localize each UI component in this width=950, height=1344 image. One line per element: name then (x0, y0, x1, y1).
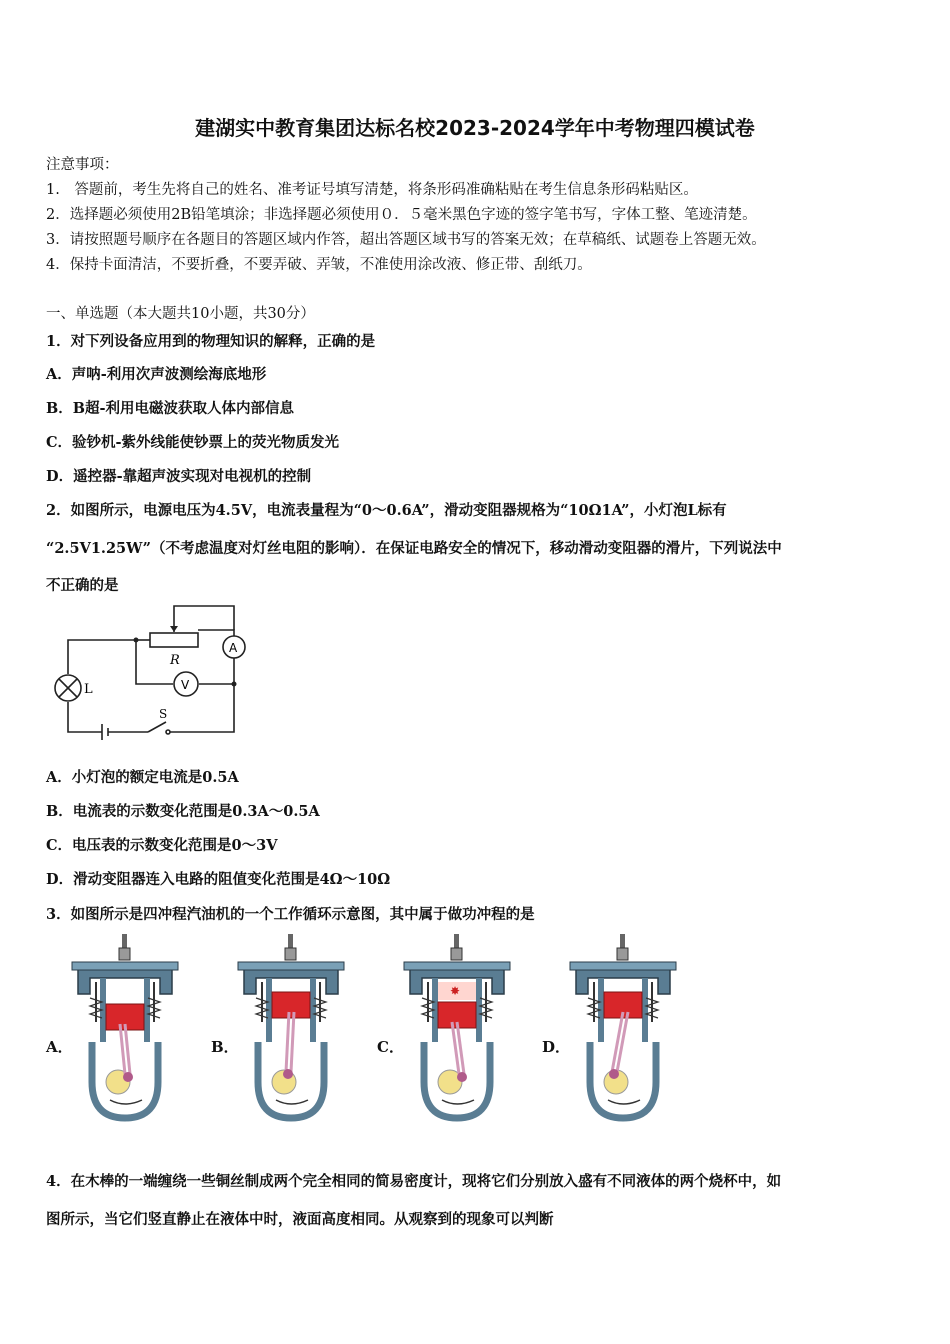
rheostat-wire (174, 606, 234, 630)
q3-label-c: C． (377, 1038, 404, 1056)
rheostat-resistor (150, 633, 198, 647)
label-r: R (170, 653, 180, 668)
engine-a-figure (72, 934, 178, 1118)
q1-option-c: C．验钞机-紫外线能使钞票上的荧光物质发光 (46, 434, 340, 451)
switch-blade (148, 722, 166, 732)
q1-option-a: A．声呐-利用次声波测绘海底地形 (46, 366, 267, 383)
label-s: S (159, 707, 168, 721)
section-heading: 一、单选题（本大题共10小题，共30分） (46, 306, 315, 322)
engine-d-figure (570, 934, 676, 1118)
circuit-wire (68, 640, 136, 674)
q3-label-b: B． (211, 1038, 239, 1056)
circuit-wire (198, 630, 234, 636)
notice-item: 2．选择题必须使用2B铅笔填涂；非选择题必须使用０．５毫米黑色字迹的签字笔书写，字体工整、笔迹清楚。 (46, 207, 757, 223)
notice-item: 3．请按照题号顺序在各题目的答题区域内作答，超出答题区域书写的答案无效；在草稿纸、试题卷上答题无效。 (46, 232, 766, 248)
circuit-node (232, 682, 237, 687)
label-a: A (229, 641, 238, 655)
notice-item: 1. 答题前，考生先将自己的姓名、准考证号填写清楚，将条形码准确粘贴在考生信息条形码粘贴区。 (46, 182, 698, 198)
engine-b-figure (238, 934, 344, 1118)
q2-option-d: D．滑动变阻器连入电路的阻值变化范围是4Ω～10Ω (46, 871, 391, 888)
q2-option-b: B．电流表的示数变化范围是0.3A～0.5A (46, 803, 320, 820)
q2-option-a: A．小灯泡的额定电流是0.5A (46, 769, 239, 786)
page-title: 建湖实中教育集团达标名校2023-2024学年中考物理四模试卷 (195, 116, 755, 140)
notice-item: 4．保持卡面清洁，不要折叠，不要弄破、弄皱，不准使用涂改液、修正带、刮纸刀。 (46, 257, 592, 273)
q1-stem: 1．对下列设备应用到的物理知识的解释，正确的是 (46, 333, 376, 350)
q3-label-a: A． (46, 1038, 73, 1056)
label-l: L (84, 682, 93, 697)
circuit-wire (170, 684, 234, 732)
circuit-wire (68, 702, 102, 732)
notice-heading: 注意事项： (46, 157, 119, 173)
q3-stem: 3．如图所示是四冲程汽油机的一个工作循环示意图，其中属于做功冲程的是 (46, 906, 535, 923)
q2-stem-line2: “2.5V1.25W”（不考虑温度对灯丝电阻的影响）．在保证电路安全的情况下，移动滑动变阻器的滑片，下列说法中 (46, 540, 782, 557)
q2-option-c: C．电压表的示数变化范围是0～3V (46, 837, 278, 854)
rheostat-arrow-head (170, 626, 178, 632)
svg-text:✸: ✸ (450, 984, 461, 998)
circuit-node (134, 638, 139, 643)
q2-stem-line3: 不正确的是 (46, 577, 119, 594)
engine-diagrams (40, 932, 740, 1128)
q1-option-b: B．B超-利用电磁波获取人体内部信息 (46, 400, 295, 417)
circuit-diagram (48, 604, 248, 749)
q4-stem-line1: 4．在木棒的一端缠绕一些铜丝制成两个完全相同的简易密度计，现将它们分别放入盛有不同液体的两个烧杯中，如 (46, 1173, 782, 1190)
q2-stem-line1: 2．如图所示，电源电压为4.5V，电流表量程为“0～0.6A”，滑动变阻器规格为“10Ω1A”，小灯泡L标有 (46, 502, 727, 519)
engine-c-figure (404, 934, 510, 1118)
switch-contact (166, 730, 170, 734)
q1-option-d: D．遥控器-靠超声波实现对电视机的控制 (46, 468, 312, 485)
q4-stem-line2: 图所示，当它们竖直静止在液体中时，液面高度相同。从观察到的现象可以判断 (46, 1211, 554, 1228)
q3-label-d: D． (542, 1038, 571, 1056)
label-v: V (181, 678, 190, 692)
